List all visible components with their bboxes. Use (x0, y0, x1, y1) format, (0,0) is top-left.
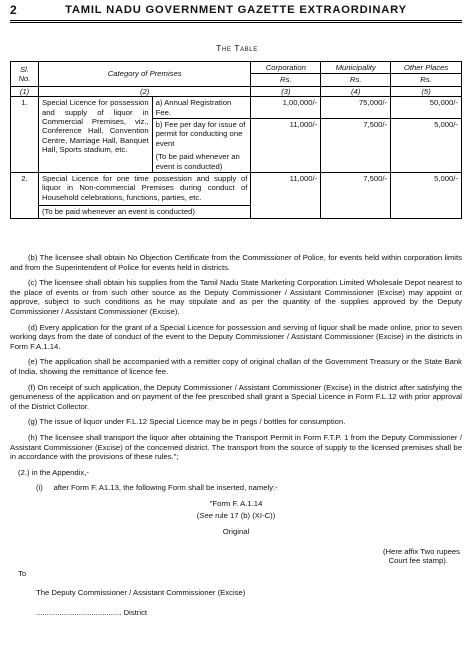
district-line: ........................................ District (36, 608, 148, 618)
stamp-note-2: Court fee stamp). (388, 556, 448, 566)
row2-note: (To be paid whenever an event is conducted) (39, 205, 250, 217)
th-category: Category of Premises (38, 62, 250, 87)
row1-annual-fee-label: a) Annual Registration Fee. (152, 97, 251, 119)
row1-annual-other: 50,000/- (391, 97, 462, 119)
row1-daily-fee-cell (152, 119, 251, 173)
paragraph-h: (h) The licensee shall transport the liquor after obtaining the Transport Permit in Form F.T.P. 1 from the Deputy Commissioner / Assistant Commissioner (Excise) of the concerned district. The transport from the source of supply to the licensed premises shall be in accordance with the provisions of these rules."; (10, 432, 462, 462)
th-rs-municipality: Rs. (321, 74, 391, 86)
row1-annual-corporation: 1,00,000/- (251, 97, 321, 119)
page-number: 2 (10, 3, 17, 17)
row1-daily-fee-note: (To be paid whenever an event is conducted) (155, 152, 240, 171)
form-name: "Form F. A.1.14 (209, 498, 263, 508)
clause-i: (i) after Form F. A1.13, the following Form shall be inserted, namely:- (36, 483, 278, 493)
row2-number: 2. (11, 173, 39, 219)
form-rule-text: rule 17 (b) (XI-C)) (212, 511, 276, 521)
row1-daily-other: 5,000/- (391, 119, 462, 173)
row1-annual-municipality: 75,000/- (321, 97, 391, 119)
paragraph-b: (b) The licensee shall obtain No Objection Certificate from the Commissioner of Police, for events held within corporation limits and from the Superintendent of Police for events held in districts. (10, 253, 462, 272)
col-num-5: (5) (391, 86, 462, 96)
col-num-4: (4) (321, 86, 391, 96)
col-num-3: (3) (251, 86, 321, 96)
row1-daily-fee-label: b) Fee per day for issue of permit for conducting one event (155, 120, 246, 148)
paragraph-c: (c) The licensee shall obtain his supplies from the Tamil Nadu State Marketing Corporation Limited Wholesale Depot nearest to the place of events or from such other source as the Deputy Commissioner / Assistant Commissioner (Excise) may appoint or approve, subject to such conditions as he may stipulate and as per the quantity of the supplies approved by the Deputy Commissioner / Assistant Commissioner (Excise). (10, 278, 462, 316)
body-text (10, 253, 462, 618)
gazette-title: TAMIL NADU GOVERNMENT GAZETTE EXTRAORDINARY (65, 4, 407, 16)
th-other-places: Other Places (391, 62, 462, 74)
row1-daily-municipality: 7,500/- (321, 119, 391, 173)
th-municipality: Municipality (321, 62, 391, 74)
paragraph-g: (g) The issue of liquor under F.L.12 Special Licence may be in pegs / bottles for consumption. (28, 417, 346, 427)
paragraph-f: (f) On receipt of such application, the Deputy Commissioner / Assistant Commissioner (Excise) in the district after satisfying the genuineness of the application and on payment of the fee prescribed shall grant a Special Licence in Form F.L.12 with prior approval of the District Collector. (10, 382, 462, 411)
table-header-row (11, 62, 462, 74)
form-see-word: See (199, 511, 213, 521)
page-header (10, 3, 462, 19)
row2-category: Special Licence for one time possession and supply of liquor in Non-commercial Premises during conduct of Household celebrations, functions, parties, etc. (41, 174, 248, 202)
paragraph-d: (d) Every application for the grant of a Special Licence for possession and serving of liquor shall be made online, prior to seven working days from the date of conduct of the event to the Deputy Commissioner / Assistant Commissioner (Excise) in the districts in Form F.A.1.14. (10, 322, 462, 351)
th-slno: Sl. No. (11, 62, 39, 87)
appendix-clause: (2.) in the Appendix,- (18, 467, 89, 477)
row1-number: 1. (11, 97, 39, 173)
header-rule-2 (10, 22, 462, 23)
fee-table (10, 61, 462, 219)
table-row (11, 97, 462, 119)
form-rule-ref: (See rule 17 (b) (XI-C)) (196, 511, 276, 521)
table-row (11, 173, 462, 219)
table-title: The Table (216, 43, 258, 53)
th-rs-other: Rs. (391, 74, 462, 86)
stamp-note-1: (Here affix Two rupees (382, 546, 460, 556)
th-rs-corporation: Rs. (251, 74, 321, 86)
header-rule-1 (10, 20, 462, 21)
form-original: Original (222, 527, 250, 537)
row2-corporation: 11,000/- (251, 173, 321, 219)
col-num-2: (2) (38, 86, 250, 96)
row2-municipality: 7,500/- (321, 173, 391, 219)
row1-daily-corporation: 11,000/- (251, 119, 321, 173)
row2-category-cell (38, 173, 250, 219)
th-corporation: Corporation (251, 62, 321, 74)
paragraph-e: (e) The application shall be accompanied with a remitter copy of original challan of the Government Treasury or the State Bank of India, showing the remittance of licence fee. (10, 357, 462, 376)
col-num-1: (1) (11, 86, 39, 96)
row1-category: Special Licence for possession and supply of liquor in Commercial Premises, viz., Conference Hall, Convention Centre, Marriage Hall, Banquet Hall, Sports stadium, etc. (38, 97, 152, 173)
addressee: The Deputy Commissioner / Assistant Commissioner (Excise) (36, 588, 246, 598)
to-label: To (18, 568, 27, 578)
row2-other: 5,000/- (391, 173, 462, 219)
column-number-row (11, 86, 462, 96)
